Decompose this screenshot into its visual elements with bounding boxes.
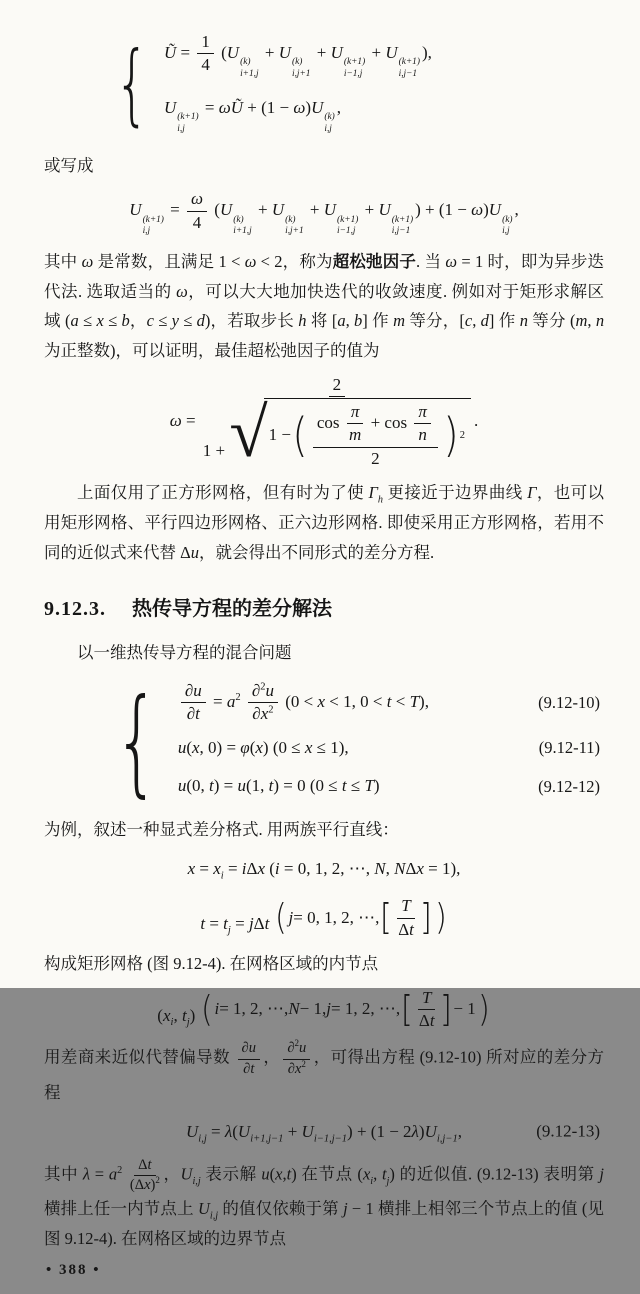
equation-number: (9.12-12) <box>538 776 600 796</box>
heat-equation-system <box>100 673 600 809</box>
equation-number: (9.12-10) <box>538 693 600 713</box>
heat-system-lines <box>178 677 600 806</box>
lambda-paragraph: 其中 $\lambda = a^2$ $\frac{\Delta t}{(\Delta x)^2}$ ，$U_{i,j}$ 表示解 u(x,t) 在节点 ($x_i$, $t_j$) 的近似值. (9.12-13) 表明第 j 横排上任一内节点上 $U_{i,j}$ 的值仅依赖于第 j − 1 横排上相邻三个节点上的值 (见图 9.12-4). 在网格区域的边界节点 <box>44 1156 604 1249</box>
or-written-text: 或写成 <box>44 155 94 175</box>
sor-system-lines <box>164 26 604 142</box>
difference-scheme-equation: $U_{i,j} = \lambda(U_{i+1,j-1} + U_{i-1,j-1}) + (1 - 2\lambda)U_{i,j-1}$, <box>186 1121 462 1145</box>
t-grid-equation: $t = t_j = j\Delta t$ ( j = 0, 1, 2, ⋯, [ $\frac{T}{\Delta t}$ ] ) <box>200 896 447 939</box>
left-brace: { <box>114 31 150 135</box>
difference-scheme-row <box>44 1117 604 1148</box>
section-number: 9.12.3. <box>44 598 106 621</box>
interior-nodes-equation: ($x_i$, $t_j$) ( i = 1, 2, ⋯, N − 1, j = 1, 2, ⋯, [ $\frac{T}{\Delta t}$ ] − 1 ) <box>157 987 490 1031</box>
grid-figure-paragraph: 构成矩形网格 (图 9.12-4). 在网格区域的内节点 <box>44 954 379 973</box>
omega-paragraph: 其中 ω 是常数，且满足 1 < ω < 2，称为超松弛因子. 当 ω = 1 时，即为异步迭代法. 选取适当的 ω，可以大大地加快迭代的收敛速度. 例如对于矩形求解区域 (a ≤ x ≤ b，c ≤ y ≤ d)，若取步长 h 将 [a, b] 作 m 等分，[c, d] 作 n 等分 (m, n 为正整数)，可以证明，最佳超松弛因子的值为 <box>44 251 605 360</box>
boundary-condition-equation: u(0, t) = u(1, t) = 0 (0 ≤ t ≤ T) <box>177 776 380 796</box>
left-brace: { <box>114 673 160 809</box>
example-paragraph: 为例，叙述一种显式差分格式. 用两族平行直线： <box>44 819 399 839</box>
omega-formula: ω = 2 1 + √ 1 − ( cos $\frac{\pi}{m}$ + cos $\frac{\pi}{n}$ 2 ) 2 . <box>169 374 479 473</box>
difference-quotient-paragraph: 用差商来近似代替偏导数 $\frac{\partial u}{\partial t}$ ， $\frac{\partial^2u}{\partial x^2}$ ，可得出方程 (9.12-10) 所对应的差分方程 <box>44 1038 605 1103</box>
equation-number: (9.12-13) <box>536 1121 600 1141</box>
heat-equation-row <box>178 681 600 725</box>
initial-condition-row <box>178 733 600 764</box>
x-grid-equation: $x = x_i = i\Delta x$ (i = 0, 1, 2, ⋯, N, NΔx = 1), <box>187 858 461 882</box>
sor-average-equation: Ũ = $\frac{1}{4}$ (U (k) i+1,j + U (k) i,j+1 + U (k+1) i−1,j + U (k+1) i,j−1 ), <box>164 32 432 79</box>
page-number: • 388 • <box>46 1261 101 1278</box>
section-title: 热传导方程的差分解法 <box>132 598 332 621</box>
pde-equation: $\frac{\partial u}{\partial t}$ = $a^2$ $\frac{\partial^2u}{\partial x^2}$ (0 < x < 1, 0 < t < T), <box>178 681 429 725</box>
equation-number: (9.12-11) <box>538 738 600 758</box>
sor-update-equation: U (k+1) i,j = ωŨ + (1 − ω)U (k) i,j , <box>164 97 341 134</box>
initial-condition-equation: u(x, 0) = φ(x) (0 ≤ x ≤ 1), <box>177 737 349 757</box>
sor-iteration-system <box>104 26 604 142</box>
sor-combined-equation: U (k+1) i,j = $\frac{\omega}{4}$ (U (k) i+1,j + U (k) i,j+1 + U (k+1) i−1,j + U (k+1) i,j−1 ) + (1 − ω)U (k) i,j , <box>129 189 519 237</box>
boundary-condition-row <box>178 771 600 802</box>
section-heading <box>44 596 604 622</box>
grids-paragraph: 上面仅用了正方形网格，但有时为了使 $\Gamma_h$ 更接近于边界曲线 Γ，也可以用矩形网格、平行四边形网格、正六边形网格. 即使采用正方形网格，若用不同的近似式来代替 Δu，就会得出不同形式的差分方程. <box>44 483 605 562</box>
intro-paragraph: 以一维热传导方程的混合问题 <box>77 643 292 663</box>
